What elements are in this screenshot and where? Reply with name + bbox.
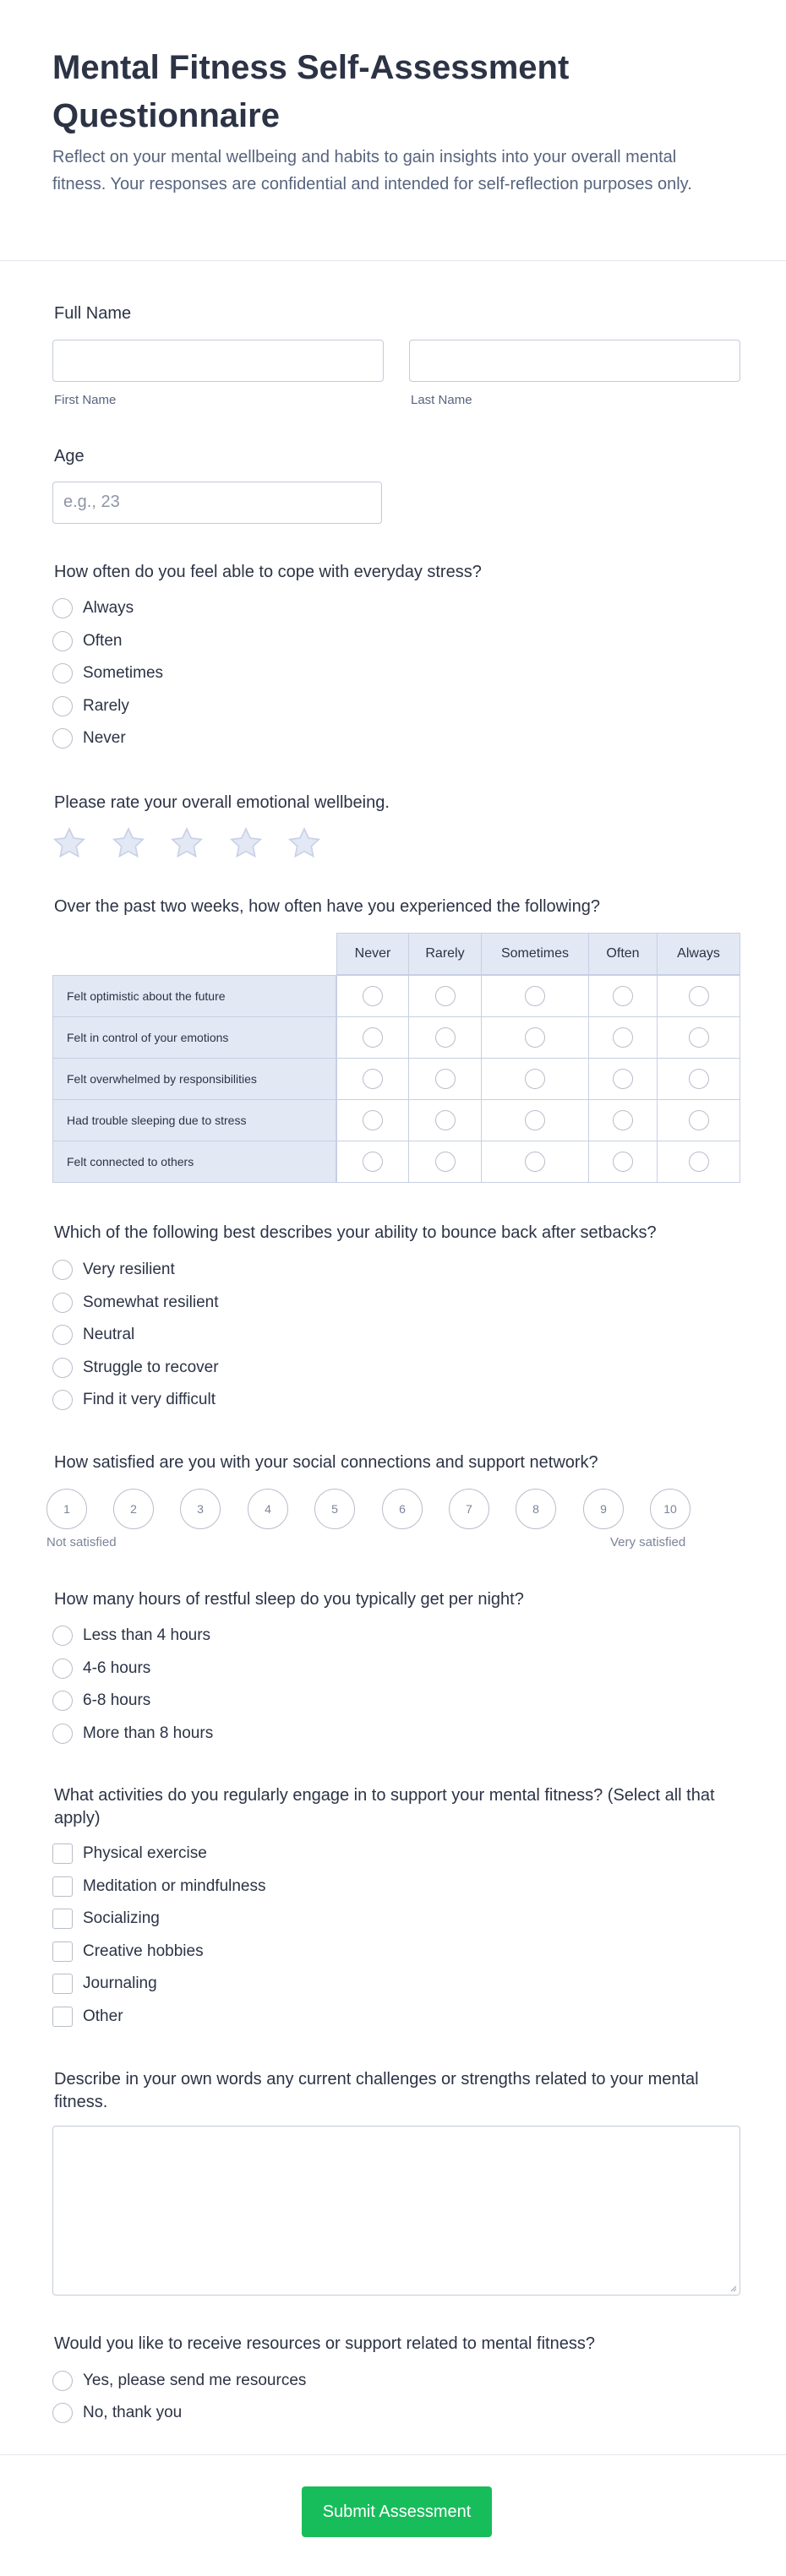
form-header: [0, 0, 786, 198]
radio-button[interactable]: [363, 1152, 383, 1172]
checkbox[interactable]: [52, 1876, 73, 1897]
radio-button[interactable]: [613, 1027, 633, 1048]
matrix-cell[interactable]: [481, 975, 589, 1017]
radio-button[interactable]: [52, 1325, 73, 1345]
radio-button[interactable]: [689, 986, 709, 1006]
matrix-cell[interactable]: [336, 1099, 409, 1141]
radio-button[interactable]: [363, 1110, 383, 1130]
activity-creative-hobbies[interactable]: [52, 1941, 204, 1963]
scale-max-label: Very satisfied: [610, 1535, 686, 1549]
radio-button[interactable]: [52, 1691, 73, 1711]
scale-option-8[interactable]: 8: [516, 1489, 556, 1529]
scale-option-2[interactable]: 2: [113, 1489, 154, 1529]
resilience-option-very-resilient[interactable]: [52, 1259, 175, 1281]
radio-button[interactable]: [52, 1724, 73, 1744]
checkbox[interactable]: [52, 1974, 73, 1994]
radio-button[interactable]: [52, 1260, 73, 1280]
submit-button[interactable]: Submit Assessment: [302, 2486, 492, 2537]
option-label: Never: [83, 729, 126, 747]
option-label: Creative hobbies: [83, 1942, 204, 1960]
radio-button[interactable]: [435, 986, 456, 1006]
matrix-cell[interactable]: [408, 1058, 482, 1100]
option-label: Sometimes: [83, 664, 164, 682]
activity-socializing[interactable]: [52, 1908, 160, 1930]
star-icon-5[interactable]: [287, 826, 322, 860]
matrix-cell[interactable]: [657, 1141, 740, 1183]
option-label: Socializing: [83, 1909, 160, 1927]
radio-button[interactable]: [52, 728, 73, 749]
last-name-input[interactable]: [409, 340, 740, 382]
option-label: Other: [83, 2007, 123, 2025]
matrix-cell[interactable]: [588, 975, 658, 1017]
radio-button[interactable]: [435, 1069, 456, 1089]
age-label: Age: [54, 447, 85, 466]
option-label: No, thank you: [83, 2404, 183, 2421]
scale-option-9[interactable]: 9: [583, 1489, 624, 1529]
checkbox[interactable]: [52, 1844, 73, 1864]
scale-option-5[interactable]: 5: [314, 1489, 355, 1529]
option-label: Journaling: [83, 1974, 157, 1992]
matrix-row-label: Had trouble sleeping due to stress: [52, 1099, 336, 1141]
checkbox[interactable]: [52, 1909, 73, 1929]
radio-button[interactable]: [525, 1069, 545, 1089]
activity-meditation[interactable]: [52, 1876, 266, 1898]
age-input[interactable]: [52, 482, 382, 524]
radio-button[interactable]: [613, 1152, 633, 1172]
matrix-cell[interactable]: [481, 1016, 589, 1059]
activities-question-label: What activities do you regularly engage in to support your mental fitness? (Select all that apply): [54, 1786, 715, 1827]
radio-button[interactable]: [525, 1152, 545, 1172]
sleep-option-4-6[interactable]: [52, 1658, 150, 1680]
radio-button[interactable]: [363, 986, 383, 1006]
matrix-cell[interactable]: [657, 975, 740, 1017]
sleep-option-less-4[interactable]: [52, 1625, 210, 1647]
matrix-cell[interactable]: [336, 1058, 409, 1100]
radio-button[interactable]: [689, 1069, 709, 1089]
resources-option-yes[interactable]: [52, 2370, 306, 2392]
sleep-option-6-8[interactable]: [52, 1690, 150, 1712]
matrix-col-always: Always: [657, 933, 740, 975]
radio-button[interactable]: [52, 1626, 73, 1646]
radio-button[interactable]: [363, 1069, 383, 1089]
matrix-question-label: Over the past two weeks, how often have you experienced the following?: [54, 897, 600, 916]
resilience-question-label: Which of the following best describes your ability to bounce back after setbacks?: [54, 1223, 657, 1242]
scale-option-4[interactable]: 4: [248, 1489, 288, 1529]
social-question-label: How satisfied are you with your social connections and support network?: [54, 1453, 598, 1472]
activity-physical-exercise[interactable]: [52, 1843, 207, 1865]
wellbeing-question-label: Please rate your overall emotional wellbeing.: [54, 793, 390, 812]
option-label: More than 8 hours: [83, 1724, 214, 1742]
radio-button[interactable]: [435, 1152, 456, 1172]
option-label: Physical exercise: [83, 1844, 207, 1862]
option-label: Struggle to recover: [83, 1359, 219, 1376]
describe-textarea[interactable]: [52, 2126, 740, 2296]
matrix-cell[interactable]: [657, 1099, 740, 1141]
matrix-row-label: Felt optimistic about the future: [52, 975, 336, 1017]
matrix-cell[interactable]: [408, 1099, 482, 1141]
option-label: Meditation or mindfulness: [83, 1877, 266, 1895]
matrix-row-label: Felt in control of your emotions: [52, 1016, 336, 1059]
radio-button[interactable]: [363, 1027, 383, 1048]
matrix-cell[interactable]: [336, 975, 409, 1017]
matrix-cell[interactable]: [588, 1058, 658, 1100]
radio-button[interactable]: [689, 1027, 709, 1048]
stress-option-often[interactable]: [52, 630, 122, 652]
matrix-cell[interactable]: [336, 1016, 409, 1059]
matrix-cell[interactable]: [336, 1141, 409, 1183]
radio-button[interactable]: [52, 663, 73, 683]
matrix-cell[interactable]: [408, 1016, 482, 1059]
scale-option-7[interactable]: 7: [449, 1489, 489, 1529]
option-label: Always: [83, 599, 134, 617]
footer-divider: [0, 2454, 786, 2455]
sleep-option-more-8[interactable]: [52, 1723, 213, 1745]
star-icon-2[interactable]: [111, 826, 146, 860]
matrix-col-sometimes: Sometimes: [481, 933, 589, 975]
radio-button[interactable]: [525, 986, 545, 1006]
matrix-col-rarely: Rarely: [408, 933, 482, 975]
radio-button[interactable]: [52, 2403, 73, 2423]
matrix-cell[interactable]: [588, 1099, 658, 1141]
radio-button[interactable]: [52, 1293, 73, 1313]
checkbox[interactable]: [52, 1942, 73, 1962]
scale-option-6[interactable]: 6: [382, 1489, 423, 1529]
resilience-option-struggle[interactable]: [52, 1357, 219, 1379]
option-label: Less than 4 hours: [83, 1626, 211, 1644]
radio-button[interactable]: [613, 1110, 633, 1130]
radio-button[interactable]: [435, 1110, 456, 1130]
radio-button[interactable]: [52, 631, 73, 651]
resources-option-no[interactable]: [52, 2402, 182, 2424]
full-name-label: Full Name: [54, 304, 132, 323]
matrix-cell[interactable]: [481, 1099, 589, 1141]
stress-option-sometimes[interactable]: [52, 662, 163, 684]
resources-question-label: Would you like to receive resources or support related to mental fitness?: [54, 2334, 595, 2353]
sleep-question-label: How many hours of restful sleep do you typically get per night?: [54, 1590, 524, 1609]
scale-option-3[interactable]: 3: [180, 1489, 221, 1529]
resilience-option-somewhat-resilient[interactable]: [52, 1292, 219, 1314]
radio-button[interactable]: [525, 1027, 545, 1048]
star-icon-4[interactable]: [228, 826, 264, 860]
matrix-cell[interactable]: [657, 1016, 740, 1059]
option-label: 6-8 hours: [83, 1691, 151, 1709]
radio-button[interactable]: [52, 598, 73, 618]
activity-other[interactable]: [52, 2006, 123, 2028]
matrix-col-often: Often: [588, 933, 658, 975]
option-label: Neutral: [83, 1326, 135, 1343]
radio-button[interactable]: [613, 986, 633, 1006]
matrix-col-never: Never: [336, 933, 409, 975]
scale-option-1[interactable]: 1: [46, 1489, 87, 1529]
radio-button[interactable]: [52, 1658, 73, 1679]
option-label: Often: [83, 632, 123, 650]
checkbox[interactable]: [52, 2007, 73, 2027]
radio-button[interactable]: [689, 1110, 709, 1130]
matrix-row-label: Felt overwhelmed by responsibilities: [52, 1058, 336, 1100]
resize-handle-icon[interactable]: [729, 2284, 737, 2292]
first-name-sublabel: First Name: [54, 393, 117, 407]
matrix-cell[interactable]: [481, 1141, 589, 1183]
form-title: Mental Fitness Self-Assessment Questionnaire: [52, 49, 570, 134]
scale-min-label: Not satisfied: [46, 1535, 117, 1549]
stress-option-always[interactable]: [52, 597, 134, 619]
option-label: Rarely: [83, 697, 129, 715]
radio-button[interactable]: [52, 1358, 73, 1378]
matrix-row-label: Felt connected to others: [52, 1141, 336, 1183]
matrix-cell[interactable]: [657, 1058, 740, 1100]
matrix-cell[interactable]: [408, 1141, 482, 1183]
age-placeholder: e.g., 23: [63, 493, 120, 511]
radio-button[interactable]: [689, 1152, 709, 1172]
radio-button[interactable]: [435, 1027, 456, 1048]
resilience-option-neutral[interactable]: [52, 1324, 134, 1346]
option-label: Find it very difficult: [83, 1391, 216, 1408]
stress-option-never[interactable]: [52, 727, 126, 749]
star-icon-3[interactable]: [169, 826, 205, 860]
scale-option-10[interactable]: 10: [650, 1489, 690, 1529]
radio-button[interactable]: [52, 1390, 73, 1410]
header-divider: [0, 260, 786, 261]
matrix-cell[interactable]: [481, 1058, 589, 1100]
radio-button[interactable]: [525, 1110, 545, 1130]
describe-question-label: Describe in your own words any current challenges or strengths related to your mental fitness.: [54, 2070, 699, 2111]
matrix-cell[interactable]: [588, 1141, 658, 1183]
option-label: Yes, please send me resources: [83, 2372, 307, 2389]
stress-option-rarely[interactable]: [52, 695, 129, 717]
radio-button[interactable]: [613, 1069, 633, 1089]
star-icon-1[interactable]: [52, 826, 87, 860]
last-name-sublabel: Last Name: [411, 393, 472, 407]
stress-question-label: How often do you feel able to cope with everyday stress?: [54, 563, 482, 581]
option-label: 4-6 hours: [83, 1659, 151, 1677]
matrix-cell[interactable]: [408, 975, 482, 1017]
matrix-cell[interactable]: [588, 1016, 658, 1059]
first-name-input[interactable]: [52, 340, 384, 382]
resilience-option-very-difficult[interactable]: [52, 1389, 216, 1411]
option-label: Somewhat resilient: [83, 1293, 219, 1311]
form-description: Reflect on your mental wellbeing and habits to gain insights into your overall mental fitness. Your responses are confidential and intended for self-reflection purposes only.: [52, 148, 692, 193]
radio-button[interactable]: [52, 2371, 73, 2391]
option-label: Very resilient: [83, 1261, 175, 1278]
activity-journaling[interactable]: [52, 1973, 157, 1995]
radio-button[interactable]: [52, 696, 73, 716]
